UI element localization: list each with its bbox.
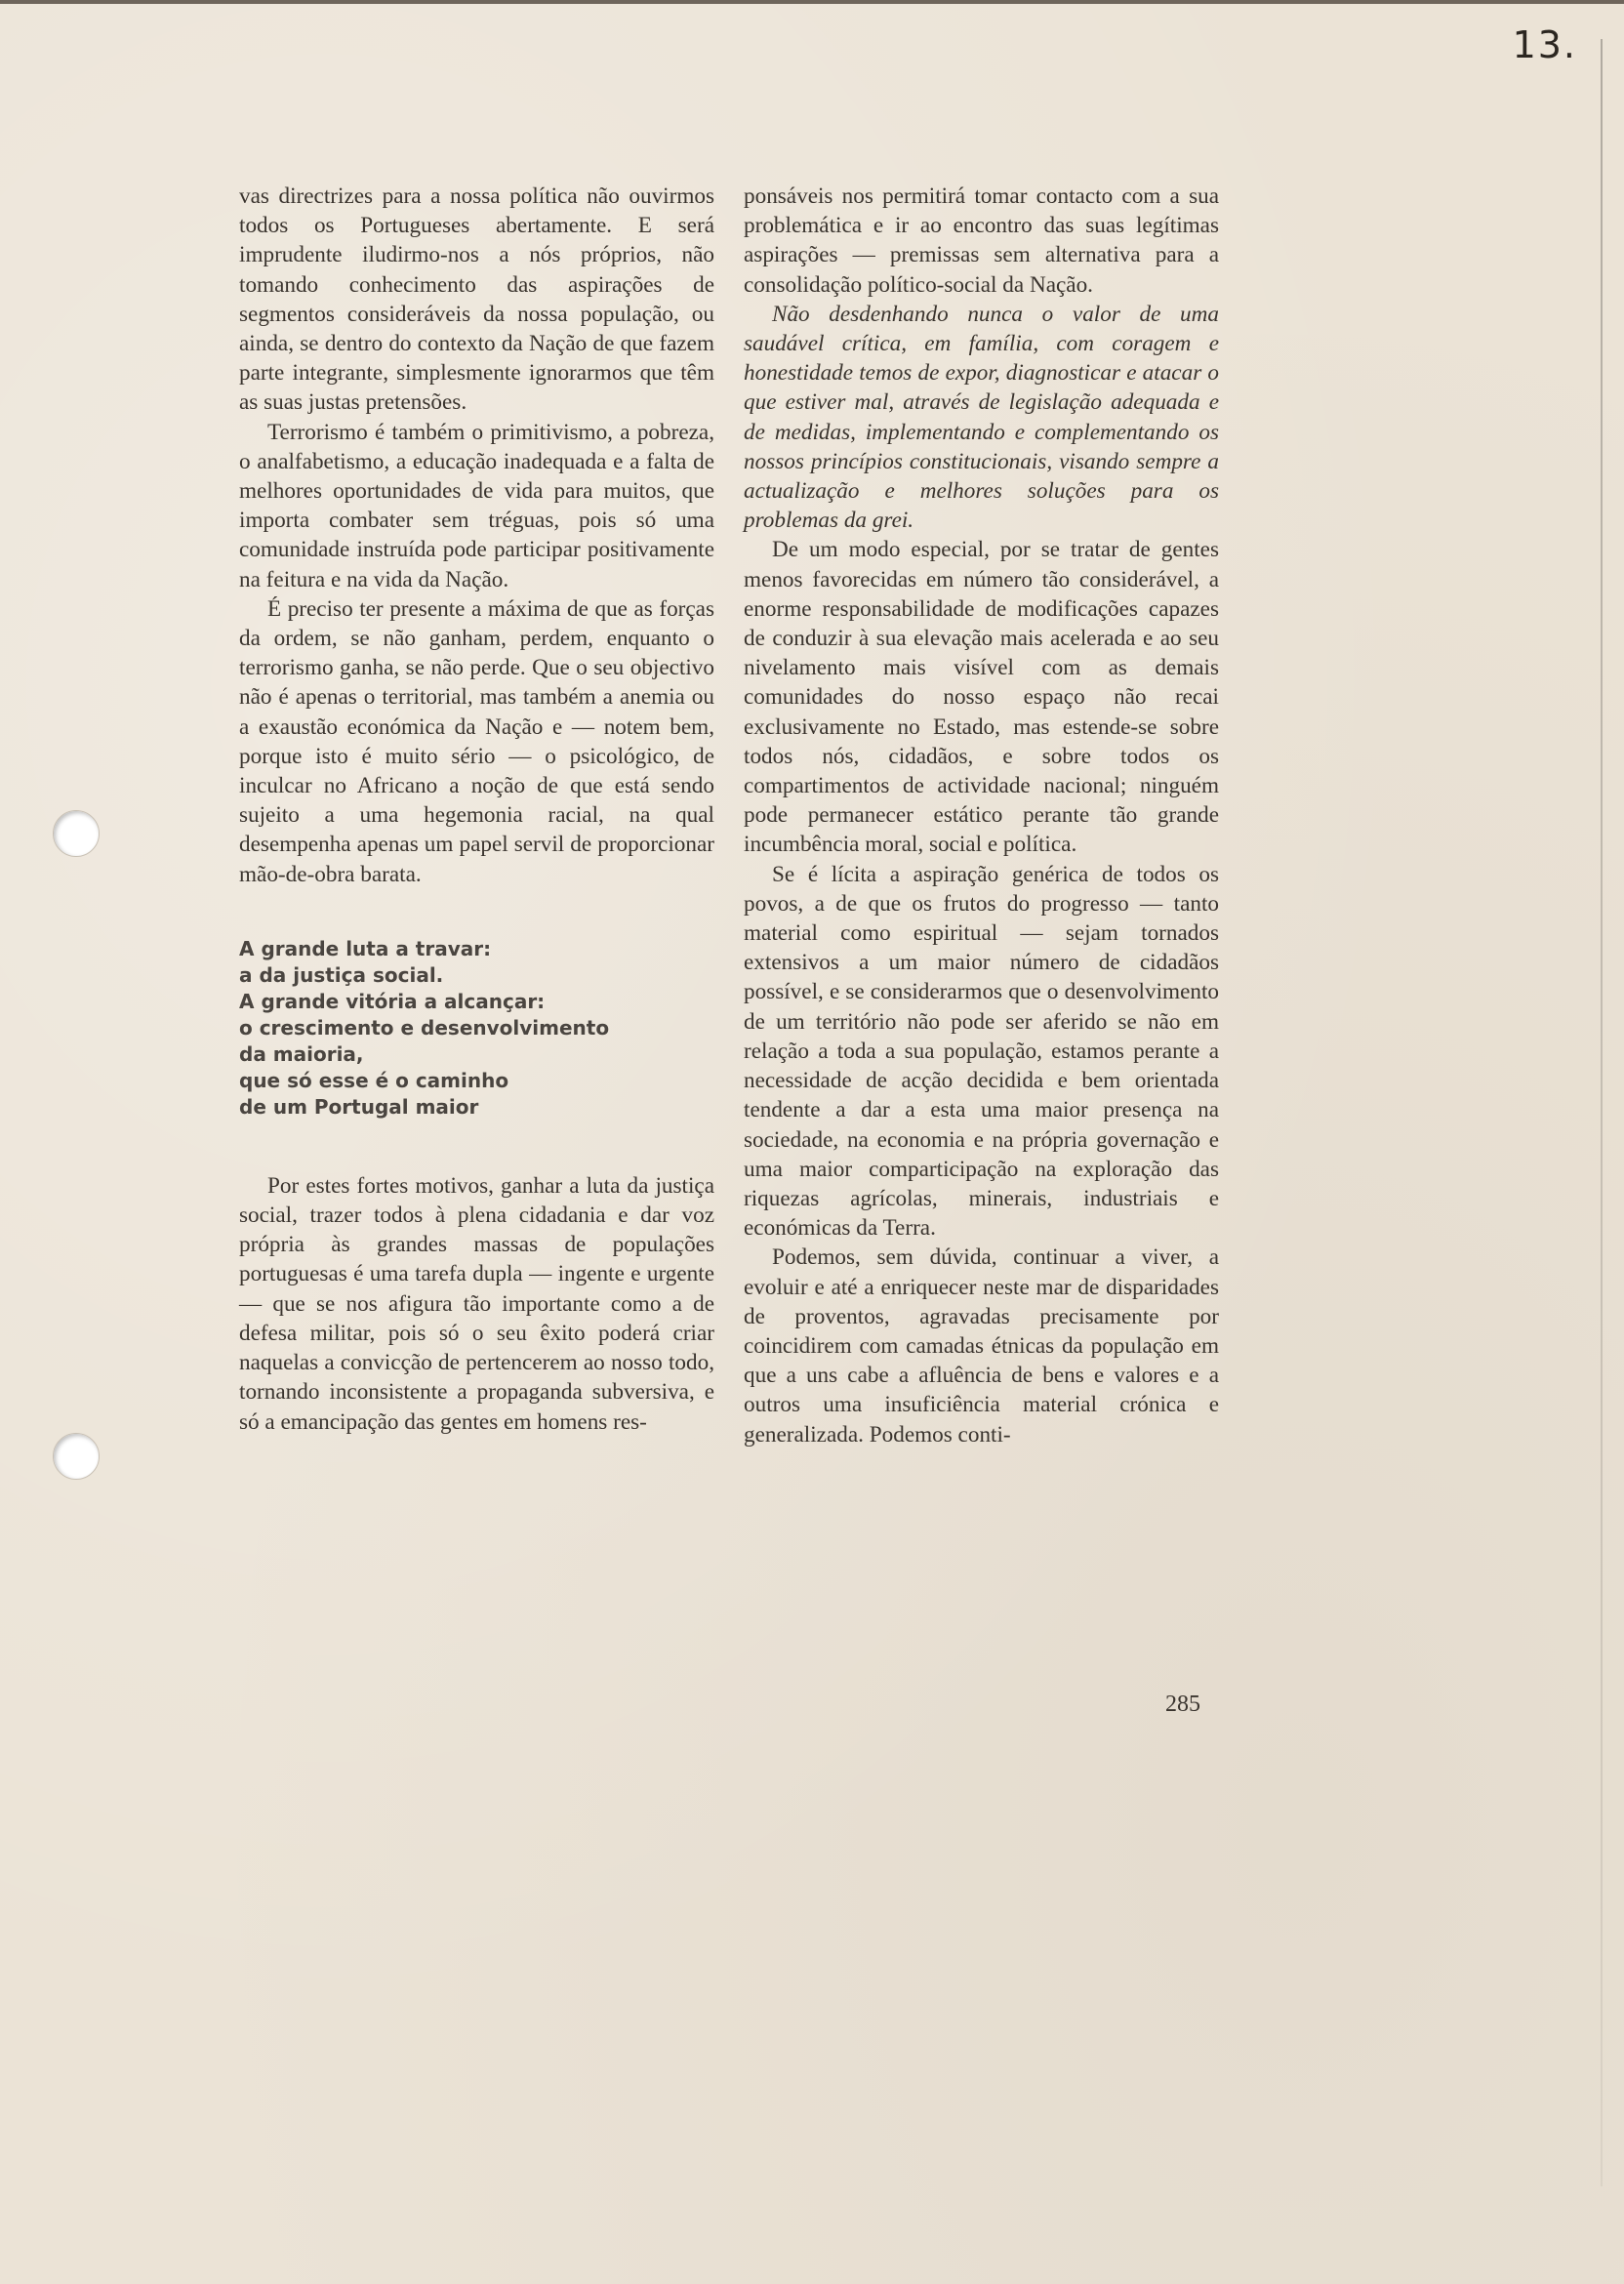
motto-line: a da justiça social. xyxy=(239,962,444,987)
paragraph: Podemos, sem dúvida, continuar a viver, a evoluir e até a enriquecer neste mar de disparidades de proventos, agravadas precisamente por coincidirem com camadas étnicas da população em que a uns cabe a afluência de bens e valores e a outros uma insuficiência material crónica e generalizada. Podemos conti- xyxy=(744,1244,1219,1448)
handwritten-folio-number: 13. xyxy=(1512,23,1577,66)
page-top-edge xyxy=(0,0,1624,4)
paragraph: Por estes fortes motivos, ganhar a luta da justiça social, trazer todos à plena cidadania e dar voz própria às grandes massas de populações portuguesas é uma tarefa dupla — ingente e urgente — que se nos afigura tão importante como a de defesa militar, pois só o seu êxito poderá criar naquelas a convicção de pertencerem ao nosso todo, tornando inconsistente a propaganda subversiva, e só a emancipação das gentes em homens res- xyxy=(239,1172,714,1435)
motto-line: o crescimento e desenvolvimento xyxy=(239,1015,610,1040)
motto-line: A grande luta a travar: xyxy=(239,936,492,960)
punch-hole-lower xyxy=(53,1433,100,1480)
punch-hole-upper xyxy=(53,810,100,857)
paragraph: vas directrizes para a nossa política não ouvirmos todos os Portugueses abertamente. E será imprudente iludirmo-nos a nós próprios, não tomando conhecimento das aspirações de segmentos consideráveis da nossa população, ou ainda, se dentro do contexto da Nação de que fazem parte integrante, simplesmente ignorarmos que têm as suas justas pretensões. xyxy=(239,184,714,416)
paragraph: De um modo especial, por se tratar de gentes menos favorecidas em número tão considerável, a enorme responsabilidade de modificações capazes de conduzir à sua elevação mais acelerada e ao seu nivelamento mais visível com as demais comunidades do nosso espaço não recai exclusivamente no Estado, mas estende-se sobre todos nós, cidadãos, e sobre todos os compartimentos de actividade nacional; ninguém pode permanecer estático perante tão grande incumbência moral, social e política. xyxy=(744,537,1219,858)
motto-block xyxy=(239,936,714,1121)
paragraph: Terrorismo é também o primitivismo, a pobreza, o analfabetismo, a educação inadequada e a falta de melhores oportunidades de vida para muitos, que importa combater sem tréguas, pois só uma comunidade instruída pode participar positivamente na feitura e na vida da Nação. xyxy=(239,419,714,592)
right-text-column xyxy=(744,182,1219,1449)
paragraph: Se é lícita a aspiração genérica de todos os povos, a de que os frutos do progresso — tanto material como espiritual — sejam tornados extensivos a um maior número de cidadãos possível, e se considerarmos que o desenvolvimento de um território não pode ser aferido se não em relação a toda a sua população, estamos perante a necessidade de acção decidida e bem orientada tendente a dar a esta uma maior presença na sociedade, na economia e na própria governação e uma maior comparticipação na exploração das riquezas agrícolas, minerais, industriais e económicas da Terra. xyxy=(744,861,1219,1242)
motto-line: que só esse é o caminho xyxy=(239,1068,509,1092)
motto-line: da maioria, xyxy=(239,1041,364,1066)
paragraph: ponsáveis nos permitirá tomar contacto com a sua problemática e ir ao encontro das suas legítimas aspirações — premissas sem alternativa para a consolidação político-social da Nação. xyxy=(744,184,1219,298)
motto-line: A grande vitória a alcançar: xyxy=(239,989,546,1013)
italic-paragraph: Não desdenhando nunca o valor de uma saudável crítica, em família, com coragem e honestidade temos de expor, diagnosticar e atacar o que estiver mal, através de legislação adequada e de medidas, implementando e complementando os nossos princípios constitucionais, visando sempre a actualização e melhores soluções para os problemas da grei. xyxy=(744,301,1219,534)
page-fold-line xyxy=(1601,39,1603,2186)
left-text-column xyxy=(239,182,714,1437)
page-number: 285 xyxy=(1165,1692,1200,1717)
paragraph: É preciso ter presente a máxima de que as forças da ordem, se não ganham, perdem, enquanto o terrorismo ganha, se não perde. Que o seu objectivo não é apenas o territorial, mas também a anemia ou a exaustão económica da Nação e — notem bem, porque isto é muito sério — o psicológico, de inculcar no Africano a noção de que está sendo sujeito a uma hegemonia racial, na qual desempenha apenas um papel servil de proporcionar mão-de-obra barata. xyxy=(239,595,714,887)
motto-line: de um Portugal maior xyxy=(239,1094,479,1119)
